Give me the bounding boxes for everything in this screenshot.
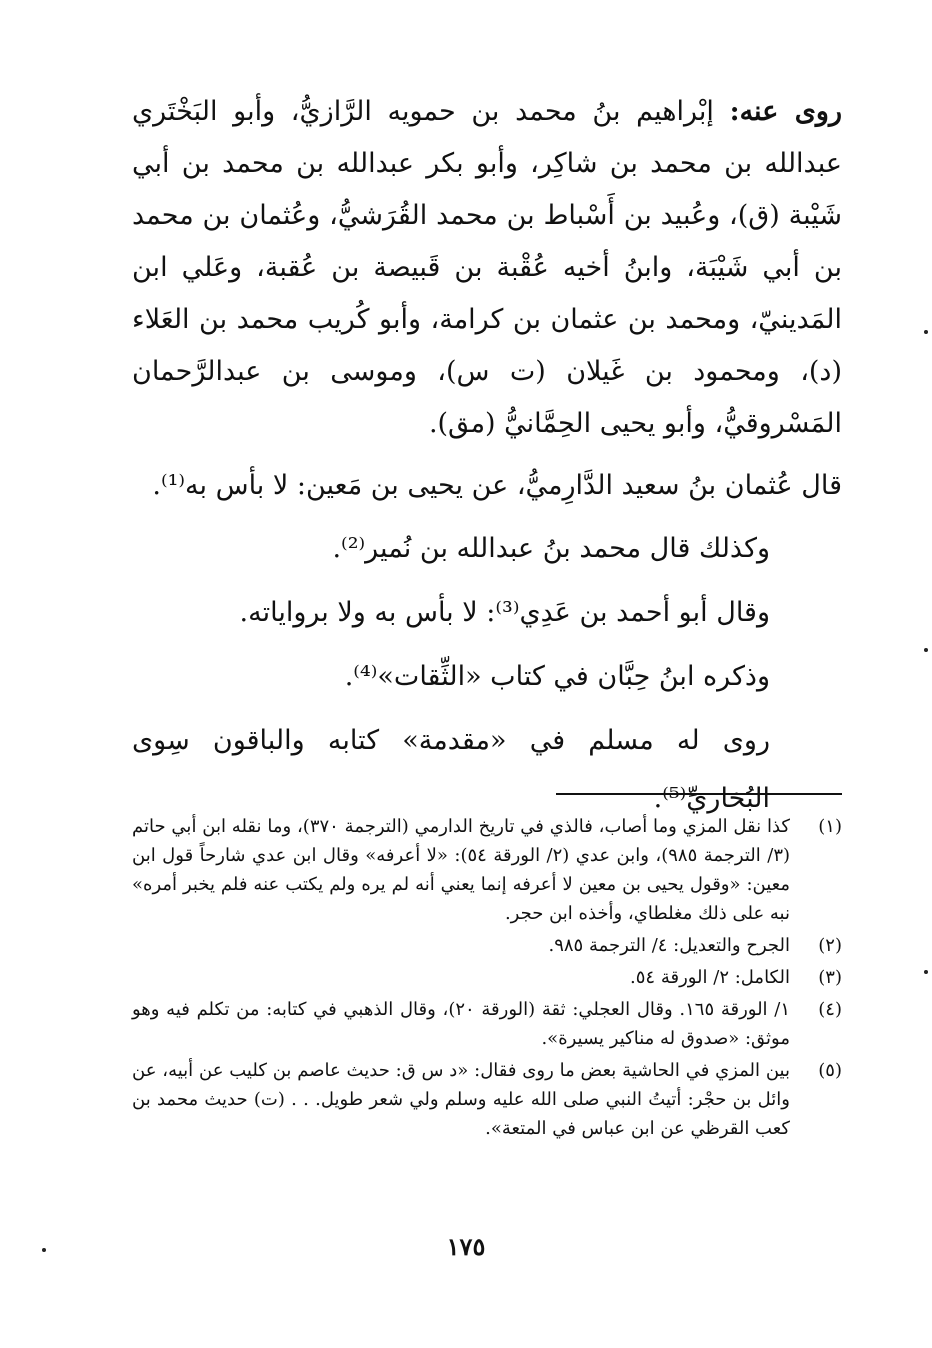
footnote-text: بين المزي في الحاشية بعض ما روى فقال: «د س ق: حديث عاصم بن كليب عن أبيه، عن وائل بن حجْر: أتيتُ النبي صلى الله عليه وسلم ولي شعر طويل. . . (ت) حديث محمد بن كعب القرظي عن ابن عباس في المتعة». [132, 1060, 790, 1139]
footnote-text: كذا نقل المزي وما أصاب، فالذي في تاريخ الدارمي (الترجمة ٣٧٠)، وما نقله ابن أبي حاتم (٣/ الترجمة ٩٨٥)، وابن عدي (٢/ الورقة ٥٤): «لا أعرفه» وقال ابن عدي شارحاً قول ابن معين: «وقول يحيى بن معين لا أعرفه إنما يعني أنه لم يره ولم يكتب عنه فلم يخبر أمره» نبه على ذلك مغلطاي، وأخذه ابن حجر. [132, 816, 791, 924]
footnote-number: (٥) [818, 1060, 842, 1081]
footnote-4 [132, 995, 842, 1053]
paragraph-ibn-hibban: وذكره ابنُ حِبَّان في كتاب «الثِّقات»⁽⁴⁾. [344, 661, 770, 692]
narrators-label: روى عنه: [729, 96, 842, 127]
footnote-5 [132, 1056, 842, 1143]
footnotes [132, 812, 842, 1146]
paragraph-narrators [132, 86, 842, 450]
paragraph-ibn-numair: وكذلك قال محمد بنُ عبدالله بن نُمير⁽²⁾. [332, 533, 770, 564]
narrators-list: إبْراهيم بنُ محمد بن حمويه الرَّازيُّ، وأبو البَخْتَري عبدالله بن محمد بن شاكِر، وأبو بكر عبدالله بن محمد بن أبي شَيْبة (ق)، وعُبيد بن أَسْباط بن محمد القُرَشيُّ، وعُثمان بن محمد بن أبي شَيْبَة، وابنُ أخيه عُقْبة بن قَبيصة بن عُقبة، وعَلي ابن المَدينيّ، ومحمد بن عثمان بن كرامة، وأبو كُريب محمد بن العَلاء (د)، ومحمود بن غَيلان (ت س)، وموسى بن عبدالرَّحمان المَسْروقيُّ، وأبو يحيى الحِمَّانيُّ (مق). [132, 96, 842, 439]
page-number: ١٧٥ [446, 1232, 486, 1261]
footnote-2 [132, 931, 842, 960]
footnote-divider [556, 793, 842, 795]
footnote-number: (٤) [818, 999, 842, 1020]
scan-speck [924, 330, 928, 334]
footnote-number: (١) [818, 816, 842, 837]
paragraph-ibn-maeen: قال عُثمان بنُ سعيد الدَّارِميُّ، عن يحيى بن مَعين: لا بأس به⁽¹⁾. [152, 470, 842, 501]
footnote-number: (٣) [818, 967, 842, 988]
footnote-text: ١/ الورقة ١٦٥. وقال العجلي: ثقة (الورقة ٢٠)، وقال الذهبي في كتابه: من تكلم فيه وهو موثق: «صدوق له مناكير يسيرة». [132, 999, 790, 1049]
footnote-text: الجرح والتعديل: ٤/ الترجمة ٩٨٥. [548, 935, 790, 956]
footnote-3 [132, 963, 842, 992]
footnote-number: (٢) [818, 935, 842, 956]
scan-speck [924, 648, 928, 652]
paragraph-muslim: روى له مسلم في «مقدمة» كتابه والباقون سِوى البُخاريِّ⁽⁵⁾. [132, 725, 770, 814]
scan-speck [42, 1248, 46, 1252]
footnote-1 [132, 812, 842, 928]
main-text [132, 86, 842, 834]
scan-speck [924, 970, 928, 974]
paragraph-ibn-adi: وقال أبو أحمد بن عَدِي⁽³⁾: لا بأس به ولا برواياته. [239, 597, 770, 628]
footnote-text: الكامل: ٢/ الورقة ٥٤. [630, 967, 790, 988]
